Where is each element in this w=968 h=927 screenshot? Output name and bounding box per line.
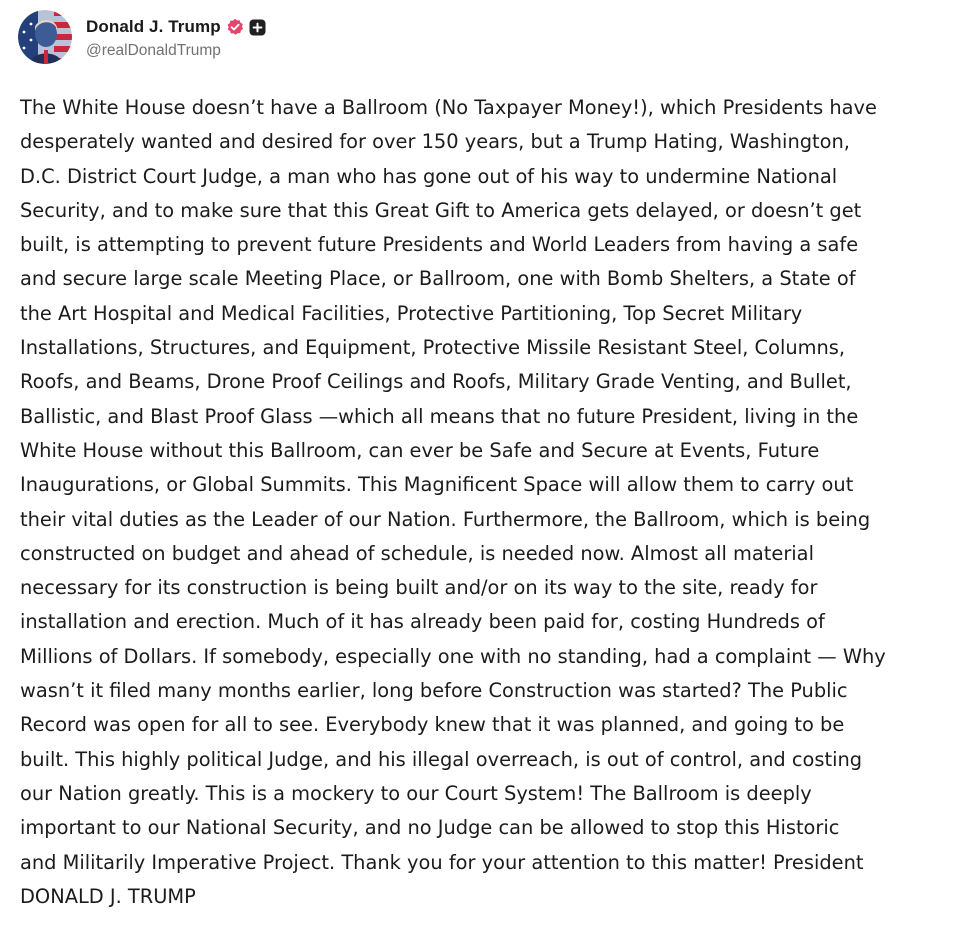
post-text-line: Inaugurations, or Global Summits. This Magnificent Space will allow them to carry out — [20, 473, 854, 497]
post-text-line: our Nation greatly. This is a mockery to our Court System! The Ballroom is deeply — [20, 781, 812, 805]
post-text-line: Millions of Dollars. If somebody, especially one with no standing, had a complaint — Why — [20, 644, 886, 668]
post-text-line: constructed on budget and ahead of schedule, is needed now. Almost all material — [20, 541, 814, 565]
post-text-line: wasn’t it filed many months earlier, long before Construction was started? The Public — [20, 679, 848, 703]
post-text-line: installation and erection. Much of it has already been paid for, costing Hundreds of — [20, 610, 825, 634]
author-identity — [86, 14, 266, 60]
post-text-line: Security, and to make sure that this Great Gift to America gets delayed, or doesn’t get — [20, 198, 862, 222]
author-handle[interactable]: @realDonaldTrump — [86, 42, 221, 59]
avatar[interactable] — [18, 10, 72, 64]
post-header — [18, 10, 266, 64]
verified-badge-icon — [226, 18, 244, 36]
post-text-line: built. This highly political Judge, and his illegal overreach, is out of control, and costing — [20, 747, 863, 771]
post-text-line: their vital duties as the Leader of our Nation. Furthermore, the Ballroom, which is being — [20, 507, 871, 531]
post-text-line: important to our National Security, and no Judge can be allowed to stop this Historic — [20, 816, 840, 840]
post-text-line: and Militarily Imperative Project. Thank you for your attention to this matter! President — [20, 850, 864, 874]
avatar-image — [18, 10, 72, 64]
post-text-line: necessary for its construction is being built and/or on its way to the site, ready for — [20, 576, 818, 600]
post-text-line: Installations, Structures, and Equipment, Protective Missile Resistant Steel, Columns, — [20, 336, 846, 360]
post-text-line: desperately wanted and desired for over 150 years, but a Trump Hating, Washington, — [20, 130, 850, 154]
plus-badge-icon — [249, 19, 266, 36]
post-text-line: the Art Hospital and Medical Facilities, Protective Partitioning, Top Secret Military — [20, 301, 803, 325]
post-text-line: DONALD J. TRUMP — [20, 884, 196, 908]
post-text-line: The White House doesn’t have a Ballroom (No Taxpayer Money!), which Presidents have — [20, 96, 877, 119]
post-text-line: and secure large scale Meeting Place, or Ballroom, one with Bomb Shelters, a State of — [20, 267, 856, 291]
post-text-line: built, is attempting to prevent future Presidents and World Leaders from having a safe — [20, 233, 859, 257]
post-text-line: Roofs, and Beams, Drone Proof Ceilings and Roofs, Military Grade Venting, and Bullet, — [20, 370, 852, 394]
post-text-line: Ballistic, and Blast Proof Glass —which all means that no future President, living in the — [20, 404, 859, 428]
post-text-line: D.C. District Court Judge, a man who has gone out of his way to undermine National — [20, 164, 838, 188]
post-text — [20, 91, 955, 914]
post-text-line: Record was open for all to see. Everybody knew that it was planned, and going to be — [20, 713, 845, 737]
author-display-name[interactable]: Donald J. Trump — [86, 17, 221, 36]
name-row — [86, 14, 266, 40]
post-text-line: White House without this Ballroom, can ever be Safe and Secure at Events, Future — [20, 438, 820, 462]
